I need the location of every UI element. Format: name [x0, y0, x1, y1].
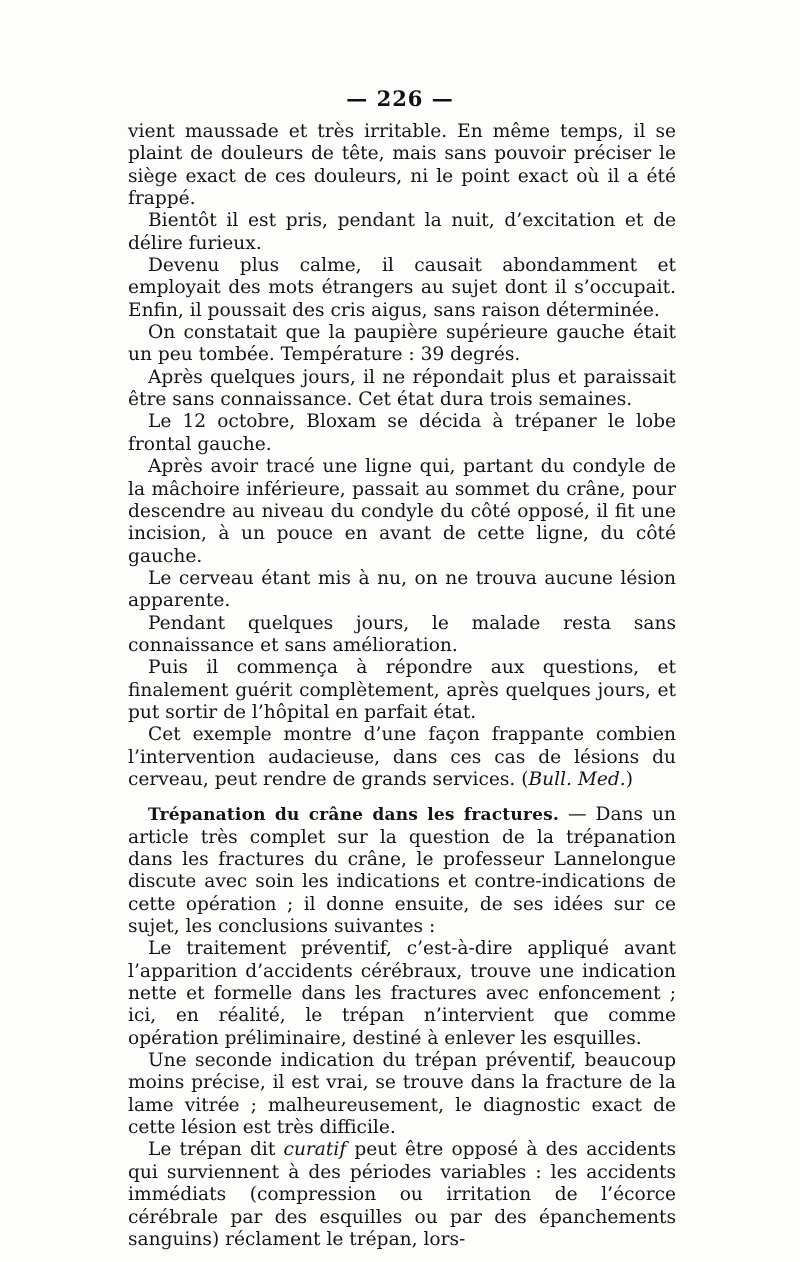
page-number: — 226 — [346, 86, 454, 111]
paragraph: Devenu plus calme, il causait abondamment et employait des mots étrangers au sujet dont il s’occupait. Enfin, il poussait des cris aigus, sans raison déterminée. [128, 255, 676, 321]
paragraph: On constatait que la paupière supérieure gauche était un peu tombée. Température : 39 degrés. [128, 322, 676, 366]
section-text: — Dans un article très complet sur la question de la trépanation dans les fractures du crâne, le professeur Lannelongue discute avec soin les indications et contre-indications de cette opération ; il donne ensuite, de ses idées sur ce sujet, les conclusions suivantes : [128, 804, 676, 938]
citation: Bull. Med. [528, 768, 626, 790]
paragraph: Pendant quelques jours, le malade resta sans connaissance et sans amélioration. [128, 612, 676, 656]
paragraph-text: Cet exemple montre d’une façon frappante combien l’intervention audacieuse, dans ces cas de lésions du cerveau, peut rendre de grands services. ( [128, 724, 676, 790]
citation-close: ) [625, 768, 633, 790]
paragraph-text: Le trépan dit [148, 1139, 284, 1161]
italic-term: curatif [283, 1139, 347, 1161]
paragraph: Le cerveau étant mis à nu, on ne trouva aucune lésion apparente. [128, 567, 676, 612]
paragraph: Après avoir tracé une ligne qui, partant du condyle de la mâchoire inférieure, passait au sommet du crâne, pour descendre au niveau du condyle du côté opposé, il fit une incision, à un pouce en avant de cette ligne, du côté gauche. [128, 456, 676, 567]
paragraph [128, 1139, 676, 1251]
paragraph: Le traitement préventif, c’est-à-dire appliqué avant l’apparition d’accidents cérébraux, trouve une indication nette et formelle dans les fractures avec enfoncement ; ici, en réalité, le trépan n’intervient que comme opération préliminaire, destiné à enlever les esquilles. [128, 938, 676, 1049]
section-paragraph [128, 804, 676, 938]
paragraph [128, 724, 676, 791]
paragraph: Une seconde indication du trépan préventif, beaucoup moins précise, il est vrai, se trouve dans la fracture de la lame vitrée ; malheureusement, le diagnostic exact de cette lésion est très difficile. [128, 1050, 676, 1139]
paragraph-text: peut être opposé à des accidents qui surviennent à des périodes variables : les accidents immédiats (compression ou irritation de l’écorce cérébrale par des esquilles ou par des épanchements sanguins) réclament le trépan, lors- [128, 1139, 676, 1250]
paragraph: vient maussade et très irritable. En même temps, il se plaint de douleurs de tête, mais sans pouvoir préciser le siège exact de ces douleurs, ni le point exact où il a été frappé. [128, 121, 676, 210]
paragraph: Après quelques jours, il ne répondait plus et paraissait être sans connaissance. Cet état dura trois semaines. [128, 366, 676, 411]
paragraph: Bientôt il est pris, pendant la nuit, d’excitation et de délire furieux. [128, 210, 676, 254]
paragraph: Le 12 octobre, Bloxam se décida à trépaner le lobe frontal gauche. [128, 411, 676, 455]
section-title: Trépanation du crâne dans les fractures. [148, 805, 559, 826]
body-text [128, 121, 676, 1251]
paragraph: Puis il commença à répondre aux questions, et finalement guérit complètement, après quelques jours, et put sortir de l’hôpital en parfait état. [128, 657, 676, 723]
